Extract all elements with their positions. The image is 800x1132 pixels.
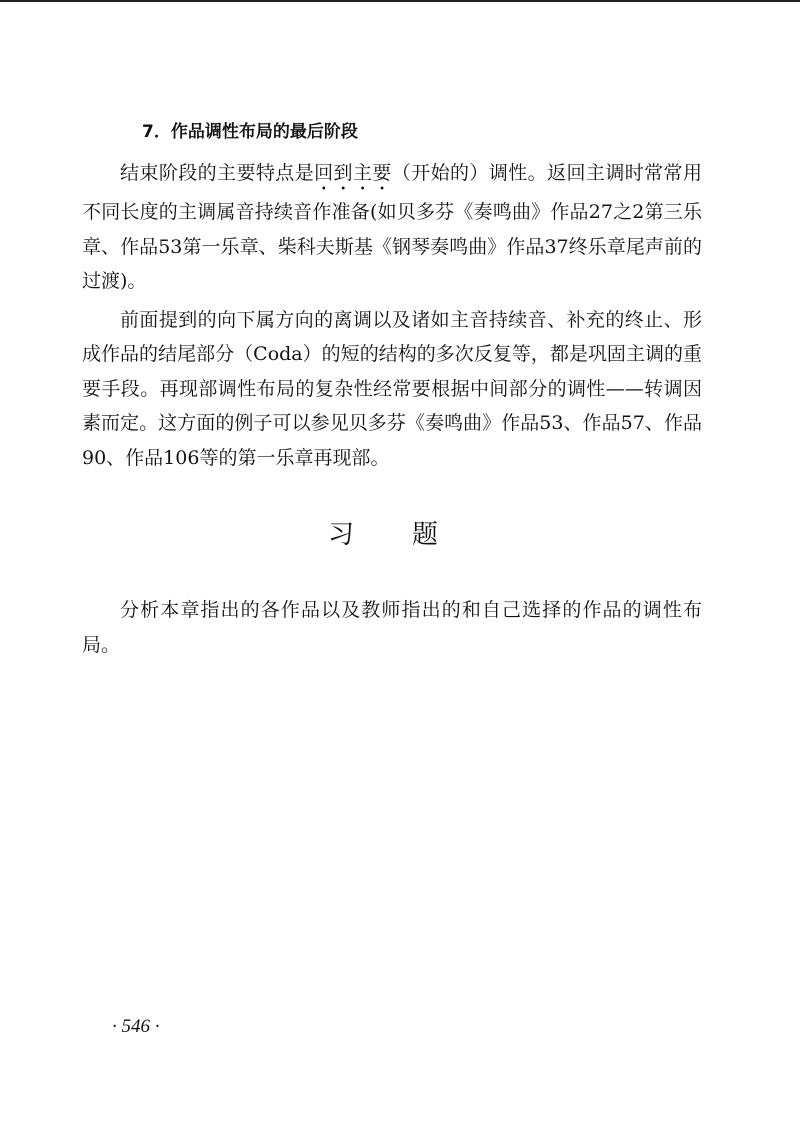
paragraph-1 [82, 156, 702, 299]
exercises-title: 习题 [327, 520, 496, 550]
top-rule [0, 0, 800, 2]
paragraph-1-rest: （开始的）调性。返回主调时常常用不同长度的主调属音持续音作准备(如贝多芬《奏鸣曲》作品27之2第三乐章、作品53第一乐章、柴科夫斯基《钢琴奏鸣曲》作品37终乐章尾声前的过渡)。 [82, 162, 702, 292]
section-heading: 7．作品调性布局的最后阶段 [142, 122, 358, 142]
page-content [82, 118, 702, 666]
exercises-text: 分析本章指出的各作品以及教师指出的和自己选择的作品的调性布局。 [82, 599, 702, 656]
emphasized-text: 回到主要 [314, 162, 392, 184]
paragraph-1-start: 结束阶段的主要特点是 [120, 162, 315, 184]
page-number: · 546 · [112, 1016, 160, 1037]
paragraph-2: 前面提到的向下属方向的离调以及诸如主音持续音、补充的终止、形成作品的结尾部分（Coda）的短的结构的多次反复等，都是巩固主调的重要手段。再现部调性布局的复杂性经常要根据中间部分的调性——转调因素而定。这方面的例子可以参见贝多芬《奏鸣曲》作品53、作品57、作品90、作品106等的第一乐章再现部。 [82, 308, 702, 469]
